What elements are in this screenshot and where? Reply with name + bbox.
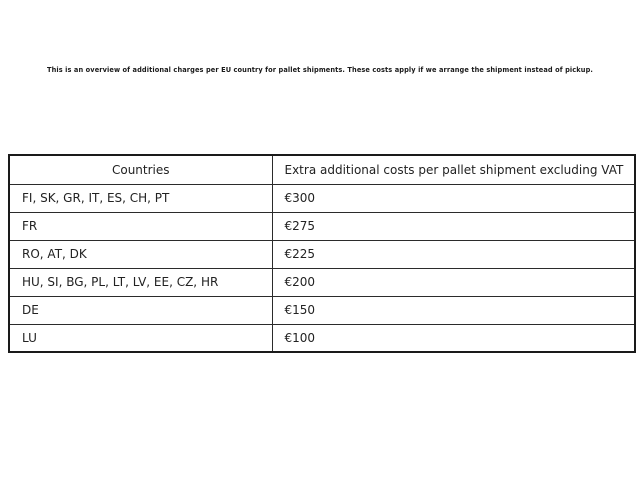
table-row <box>9 324 635 352</box>
intro-text: This is an overview of additional charges per EU country for pallet shipments. These costs apply if we arrange the shipment instead of pickup. <box>46 66 593 74</box>
cost-cell: €300 <box>272 184 635 212</box>
countries-cell: FI, SK, GR, IT, ES, CH, PT <box>9 184 272 212</box>
column-header-countries: Countries <box>9 155 272 184</box>
table-body <box>9 184 635 352</box>
cost-cell: €225 <box>272 240 635 268</box>
cost-cell: €275 <box>272 212 635 240</box>
countries-cell: DE <box>9 296 272 324</box>
header-row <box>9 155 635 184</box>
table-row <box>9 268 635 296</box>
countries-cell: RO, AT, DK <box>9 240 272 268</box>
table-row <box>9 240 635 268</box>
countries-cell: HU, SI, BG, PL, LT, LV, EE, CZ, HR <box>9 268 272 296</box>
cost-cell: €200 <box>272 268 635 296</box>
table-header <box>9 155 635 184</box>
countries-cell: FR <box>9 212 272 240</box>
column-header-costs: Extra additional costs per pallet shipment excluding VAT <box>272 155 635 184</box>
table-row <box>9 184 635 212</box>
charges-table <box>8 154 636 353</box>
countries-cell: LU <box>9 324 272 352</box>
table-row <box>9 212 635 240</box>
table-row <box>9 296 635 324</box>
cost-cell: €150 <box>272 296 635 324</box>
cost-cell: €100 <box>272 324 635 352</box>
